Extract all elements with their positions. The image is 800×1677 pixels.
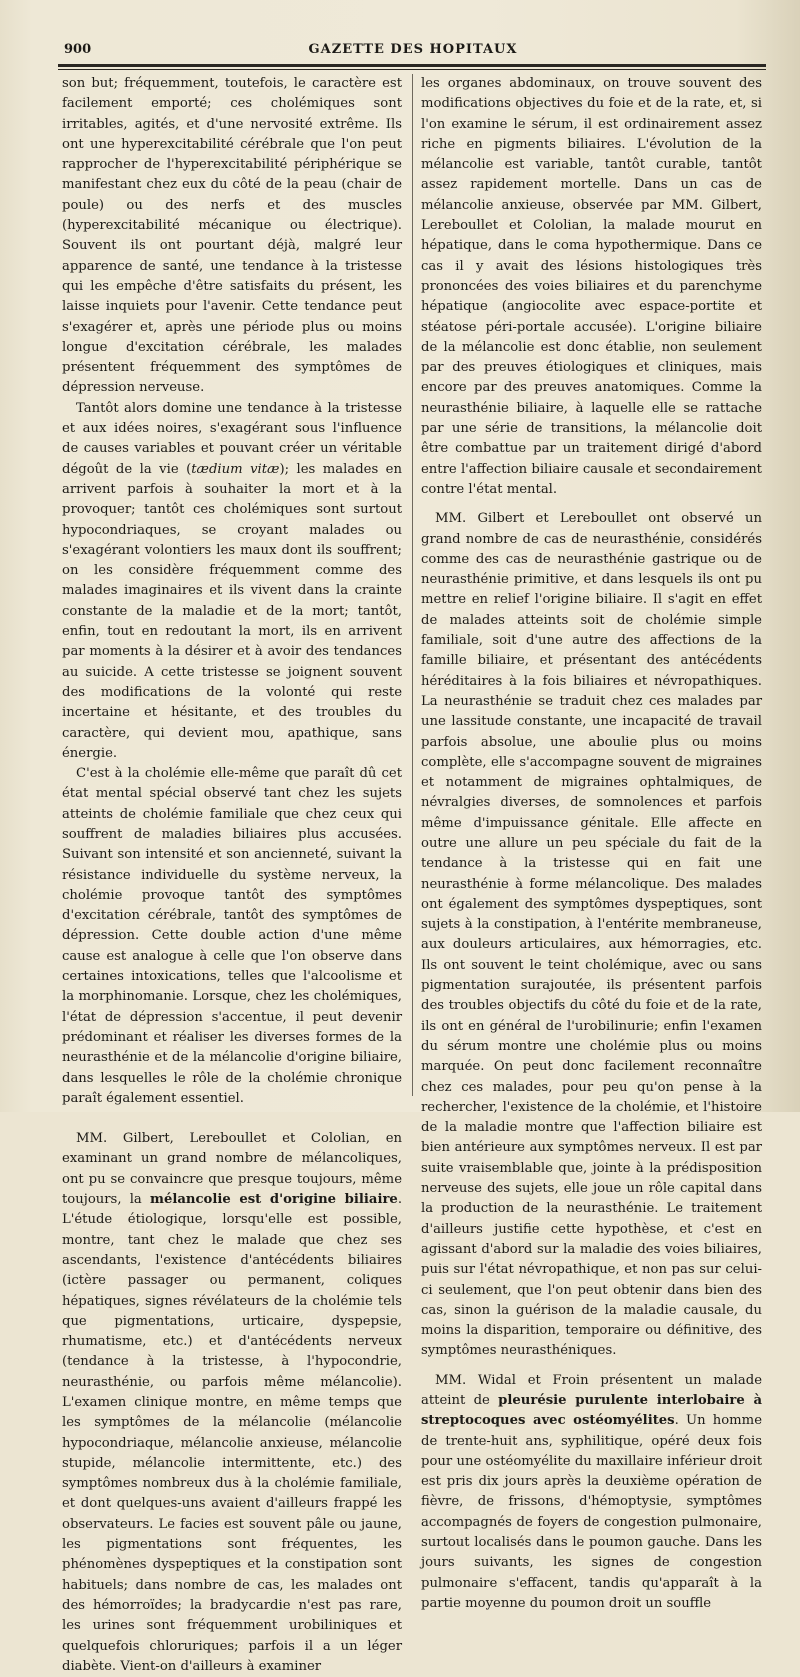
paragraph: MM. Gilbert, Lereboullet et Cololian, en examinant un grand nombre de mélancoliques, ont pu se convaincre que presque toujours, même toujours, la mélancolie est d'origine biliaire. L'étude étiologique, lorsqu'elle est possible, montre, tant chez le malade que chez ses ascendants, l'existence d'antécédents biliaires (ictère passager ou permanent, coliques hépatiques, signes révélateurs de la cholémie tels que pigmentations, urticaire, dyspepsie, rhumatisme, etc.) et d'antécédents nerveux (tendance à la tristesse, à l'hypocondrie, neurasthénie, ou parfois même mélancolie). L'examen clinique montre, en même temps que les symptômes de la mélancolie (mélancolie hypocondriaque, mélancolie anxieuse, mélancolie stupide, mélancolie intermittente, etc.) des symptômes nombreux dus à la cholémie familiale, et dont quelques-uns avaient d'ailleurs frappé les observateurs. Le facies est souvent pâle ou jaune, les pigmentations sont fréquentes, les phénomènes dyspeptiques et la constipation sont habituels; dans nombre de cas, les malades ont des hémorroïdes; la bradycardie n'est pas rare, les urines sont fréquemment urobiliniques et quelquefois chloruriques; parfois il a un léger diabète. Vient-on d'ailleurs à examiner — [62, 1131, 403, 1674]
header-rule-thick — [58, 64, 766, 67]
header-rule-thin — [58, 69, 766, 70]
page-header — [58, 40, 768, 64]
paragraph: MM. Widal et Froin présentent un malade atteint de pleurésie purulente interlobaire à streptocoques avec ostéomyélites. Un homme de trente-huit ans, syphilitique, opéré deux fois pour une ostéomyélite du maxillaire inférieur droit est pris dix jours après la deuxième opération de fièvre, de frissons, d'hémoptysie, symptômes accompagnés de foyers de congestion pulmonaire, surtout localisés dans le poumon gauche. Dans les jours suivants, les signes de congestion pulmonaire s'effacent, tandis qu'apparaît à la partie moyenne du poumon droit un souffle — [421, 1372, 763, 1611]
paragraph: les organes abdominaux, on trouve souvent des modifications objectives du foie et de la rate, et, si l'on examine le sérum, il est ordinairement assez riche en pigments biliaires. L'évolution de la mélancolie est variable, tantôt curable, tantôt assez rapidement mortelle. Dans un cas de mélancolie anxieuse, observée par MM. Gilbert, Lereboullet et Cololian, la malade mourut en hépatique, dans le coma hypothermique. Dans ce cas il y avait des lésions histologiques très prononcées des voies biliaires et du parenchyme hépatique (angiocolite avec espace-portite et stéatose péri-portale accusée). L'origine biliaire de la mélancolie est donc établie, non seulement par des preuves étiologiques et cliniques, mais encore par des preuves anatomiques. Comme la neurasthénie biliaire, à laquelle elle se rattache par une série de transitions, la mélancolie doit être combattue par un traitement dirigé d'abord entre l'affection biliaire causale et secondairement contre l'état mental. — [421, 76, 762, 497]
emphasis-text: mélancolie est d'origine biliaire — [150, 1192, 398, 1208]
right-column — [421, 74, 762, 1614]
paragraph: C'est à la cholémie elle-même que paraît dû cet état mental spécial observé tant chez les sujets atteints de cholémie familiale que chez ceux qui souffrent de maladies biliaires plus accusées. Suivant son intensité et son ancienneté, suivant la résistance individuelle du système nerveux, la cholémie provoque tantôt des symptômes d'excitation cérébrale, tantôt des symptômes de dépression. Cette double action d'une même cause est analogue à celle que l'on observe dans certaines intoxications, telles que l'alcoolisme et la morphinomanie. Lorsque, chez les cholémiques, l'état de dépression s'accentue, il peut devenir prédominant et réaliser les diverses formes de la neurasthénie et de la mélancolie d'origine biliaire, dans lesquelles le rôle de la cholémie chronique paraît également essentiel. — [62, 766, 402, 1106]
column-divider — [412, 74, 413, 1096]
latin-phrase: tædium vitæ — [191, 461, 280, 477]
paragraph: MM. Gilbert et Lereboullet ont observé un grand nombre de cas de neurasthénie, considérés comme des cas de neurasthénie gastrique ou de neurasthénie primitive, et dans lesquels ils ont pu mettre en relief l'origine biliaire. Il s'agit en effet de malades atteints soit de cholémie simple familiale, soit d'une autre des affections de la famille biliaire, et présentant des antécédents héréditaires à la fois biliaires et névropathiques. La neurasthénie se traduit chez ces malades par une lassitude constante, une incapacité de travail parfois absolue, une aboulie plus ou moins complète, elle s'accompagne souvent de migraines et notamment de migraines ophtalmiques, de névralgies diverses, de somnolences et parfois même d'impuissance génitale. Elle affecte en outre une allure un peu spéciale du fait de la tendance à la tristesse qui en fait une neurasthénie à forme mélancolique. Des malades ont également des symptômes dyspeptiques, sont sujets à la constipation, à l'entérite membraneuse, aux douleurs articulaires, aux hémorragies, etc. Ils ont souvent le teint cholémique, avec ou sans pigmentation surajoutée, ils présentent parfois des troubles objectifs du côté du foie et de la rate, ils ont en général de l'urobilinurie; enfin l'examen du sérum montre une cholémie plus ou moins marquée. On peut donc facilement reconnaître chez ces malades, pour peu qu'on pense à la rechercher, l'existence de la cholémie, et l'histoire de la maladie montre que l'affection biliaire est bien antérieure aux symptômes nerveux. Il est par suite vraisemblable que, jointe à la prédisposition nerveuse des sujets, elle joue un rôle capital dans la production de la neurasthénie. Le traitement d'ailleurs justifie cette hypothèse, et c'est en agissant d'abord sur la maladie des voies biliaires, puis sur l'état névropathique, et non pas sur celui-ci seulement, que l'on peut obtenir dans bien des cas, sinon la guérison de la maladie causale, du moins la disparition, temporaire ou définitive, des symptômes neurasthéniques. — [421, 511, 762, 1359]
running-title: GAZETTE DES HOPITAUX — [308, 42, 518, 57]
paragraph: son but; fréquemment, toutefois, le caractère est facilement emporté; ces cholémiques sont irritables, agités, et d'une nervosité extrême. Ils ont une hyperexcitabilité cérébrale que l'on peut rapprocher de l'hyperexcitabilité périphérique se manifestant chez eux du côté de la peau (chair de poule) ou des nerfs et des muscles (hyperexcitabilité mécanique ou électrique). Souvent ils ont pourtant déjà, malgré leur apparence de santé, une tendance à la tristesse qui les empêche d'être satisfaits du présent, les laisse inquiets pour l'avenir. Cette tendance peut s'exagérer et, après une période plus ou moins longue d'excitation cérébrale, les malades présentent fréquemment des symptômes de dépression nerveuse. — [62, 76, 402, 396]
left-column — [62, 74, 402, 1677]
emphasis-text: pleurésie purulente interlobaire à streptocoques avec ostéomyélites — [421, 1393, 763, 1429]
page-number: 900 — [64, 42, 92, 57]
paragraph: Tantôt alors domine une tendance à la tristesse et aux idées noires, s'exagérant sous l'influence de causes variables et pouvant créer un véritable dégoût de la vie (tædium vitæ); les malades en arrivent parfois à souhaiter la mort et à la provoquer; tantôt ces cholémiques sont surtout hypocondriaques, se croyant malades ou s'exagérant volontiers les maux dont ils souffrent; on les considère fréquemment comme des malades imaginaires et ils vivent dans la crainte constante de la maladie et de la mort; tantôt, enfin, tout en redoutant la mort, ils en arrivent par moments à la désirer et à avoir des tendances au suicide. A cette tristesse se joignent souvent des modifications de la volonté qui reste incertaine et hésitante, et des troubles du caractère, qui devient mou, apathique, sans énergie. — [62, 400, 402, 761]
